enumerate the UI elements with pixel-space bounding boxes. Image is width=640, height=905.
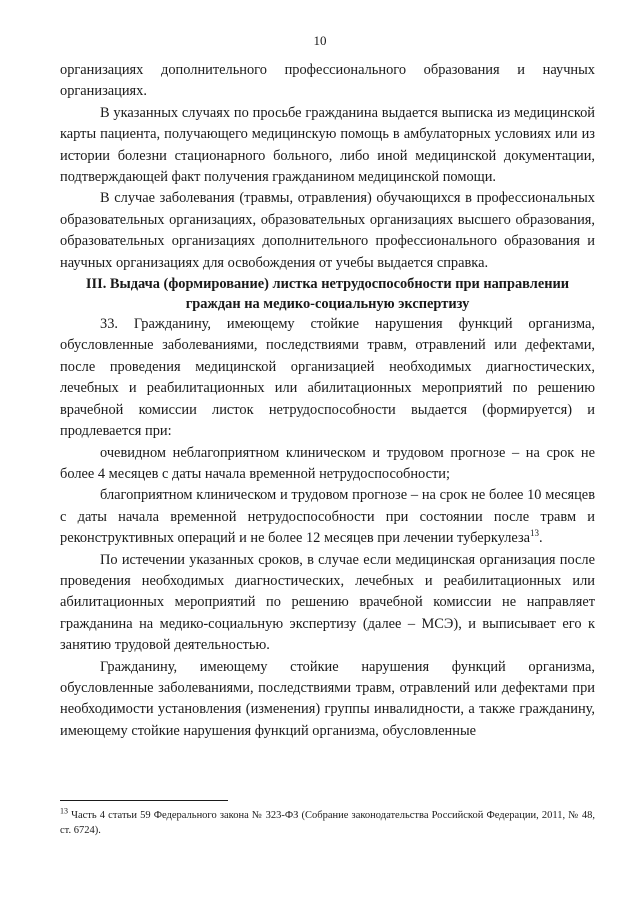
- paragraph: 33. Гражданину, имеющему стойкие нарушения функций организма, обусловленные заболеваниями, последствиями травм, отравлений или дефектами, после проведения медицинской организацией необходимых диагностических, лечебных и реабилитационных или абилитационных мероприятий по решению врачебной комиссии листок нетрудоспособности выдается (формируется) и продлевается при:: [60, 316, 595, 440]
- footnote: [60, 808, 595, 838]
- paragraph: организациях дополнительного профессионального образования и научных организациях.: [60, 62, 595, 100]
- footnote-text: Часть 4 статьи 59 Федерального закона № 323-ФЗ (Собрание законодательства Российской Федерации, 2011, № 48, ст. 6724).: [60, 810, 595, 836]
- document-body: [60, 60, 595, 742]
- paragraph-text: благоприятном клиническом и трудовом прогнозе – на срок не более 10 месяцев с даты начала временной нетрудоспособности при состоянии после травм и реконструктивных операций и не более 12 месяцев при лечении туберкулеза: [60, 487, 595, 547]
- paragraph: [60, 485, 595, 549]
- footnote-marker: 13: [60, 806, 68, 816]
- sentence-end: .: [539, 530, 543, 547]
- paragraph: очевидном неблагоприятном клиническом и трудовом прогнозе – на срок не более 4 месяцев с даты начала временной нетрудоспособности;: [60, 444, 595, 482]
- section-heading: III. Выдача (формирование) листка нетрудоспособности при направлении граждан на медико-социальную экспертизу: [85, 276, 570, 313]
- paragraph: В случае заболевания (травмы, отравления) обучающихся в профессиональных образовательных организациях, образовательных организациях высшего образования, образовательных организациях дополнительного профессионального образования и научных организациях для освобождения от учебы выдается справка.: [60, 190, 595, 271]
- footnote-divider: [60, 800, 228, 801]
- footnote-reference[interactable]: 13: [530, 528, 540, 539]
- page-number: 10: [313, 33, 327, 48]
- paragraph: Гражданину, имеющему стойкие нарушения функций организма, обусловленные заболеваниями, последствиями травм, отравлений или дефектами при необходимости установления (изменения) группы инвалидности, а также гражданину, имеющему стойкие нарушения функций организма, обусловленные: [60, 658, 595, 739]
- paragraph: По истечении указанных сроков, в случае если медицинская организация после проведения необходимых диагностических, лечебных и реабилитационных или абилитационных мероприятий по решению врачебной комиссии не направляет гражданина на медико-социальную экспертизу (далее – МСЭ), и выписывает его к занятию трудовой деятельностью.: [60, 551, 595, 654]
- paragraph: В указанных случаях по просьбе гражданина выдается выписка из медицинской карты пациента, получающего медицинскую помощь в амбулаторных условиях или из истории болезни стационарного больного, либо иной медицинской документации, подтверждающей факт получения гражданином медицинской помощи.: [60, 104, 595, 186]
